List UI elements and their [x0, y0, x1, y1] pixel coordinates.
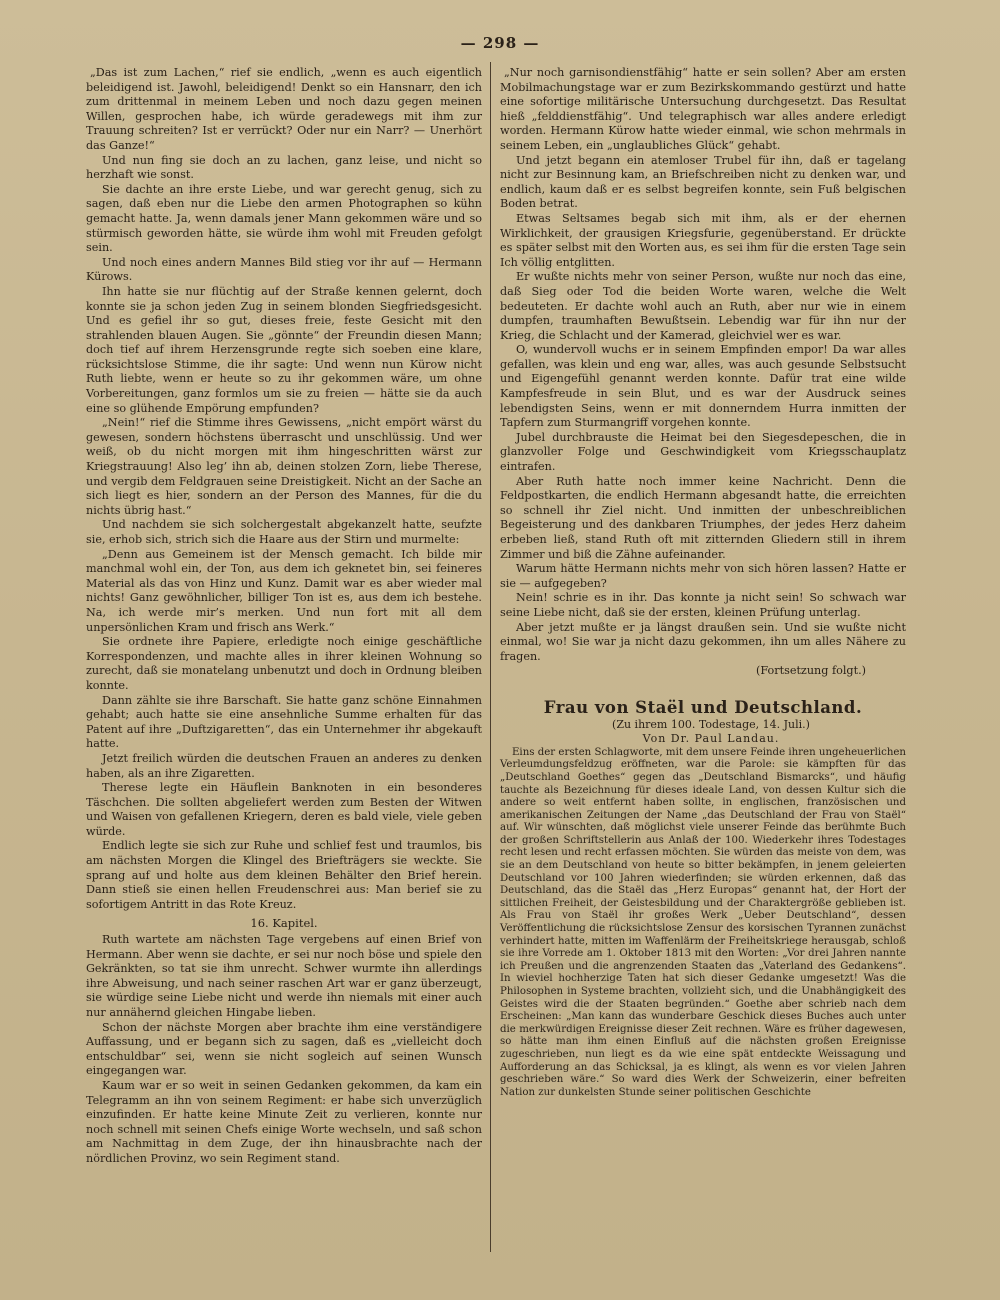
paragraph: Eins der ersten Schlagworte, mit dem unsere Feinde ihren ungeheuerlichen Verleumdungsfeldzug eröffneten, war die Parole: sie kämpften für das „Deutschland Goethes“ gegen das „Deutschland Bismarcks“, und häufig tauchte als Bezeichnung für dieses ideale Land, von dessen Kultur sich die andere so weit entfernt haben sollte, in englischen, französischen und amerikanischen Zeitungen der Name „das Deutschland der Frau von Staël“ auf. Wir wünschten, daß möglichst viele unserer Feinde das berühmte Buch der großen Schriftstellerin aus Anlaß der 100. Wiederkehr ihres Todestages recht lesen und recht erfassen möchten. Sie würden das meiste von dem, was sie an dem Deutschland von heute so bitter bekämpfen, in jenem geleierten Deutschland vor 100 Jahren wiederfinden; sie würden erkennen, daß das Deutschland, das die Staël das „Herz Europas“ genannt hat, der Hort der sittlichen Freiheit, der Geistesbildung und der Charaktergröße geblieben ist. Als Frau von Staël ihr großes Werk „Ueber Deutschland“, dessen Veröffentlichung die rücksichtslose Zensur des korsischen Tyrannen zunächst verhindert hatte, mitten im Waffenlärm der Freiheitskriege herausgab, schloß sie ihre Vorrede am 1. Oktober 1813 mit den Worten: „Vor drei Jahren nannte ich Preußen und die angrenzenden Staaten das „Vaterland des Gedankens“. In wieviel hochherzige Taten hat sich dieser Gedanke umgesetzt! Was die Philosophen in Systeme brachten, vollzieht sich, und die Unabhängigkeit des Geistes wird die der Staaten begründen.“ Goethe aber schrieb nach dem Erscheinen: „Man kann das wunderbare Geschick dieses Buches auch unter die merkwürdigen Ereignisse dieser Zeit rechnen. Wäre es früher dagewesen, so hätte man ihm einen Einfluß auf die nächsten großen Ereignisse zugeschrieben, nun liegt es da wie eine spät entdeckte Weissagung und Aufforderung an das Schicksal, ja es klingt, als wenn es vor vielen Jahren geschrieben wäre.“ So ward dies Werk der Schweizerin, einer befreiten Nation zur dunkelsten Stunde seiner politischen Geschichte — [500, 746, 906, 1098]
paragraph: Ruth wartete am nächsten Tage vergebens auf einen Brief von Hermann. Aber wenn sie dachte, er sei nur noch böse und spiele den Gekränkten, so tat sie ihm unrecht. Schwer wurmte ihn allerdings ihre Abweisung, und nach seiner raschen Art war er ganz überzeugt, sie würdige seine Liebe nicht und werde ihn niemals mit einer auch nur annähernd gleichen Hingabe lieben. — [86, 933, 482, 1019]
paragraph: Und nachdem sie sich solchergestalt abgekanzelt hatte, seufzte sie, erhob sich, strich sich die Haare aus der Stirn und murmelte: — [86, 518, 482, 546]
paragraph: O, wundervoll wuchs er in seinem Empfinden empor! Da war alles gefallen, was klein und eng war, alles, was auch gesunde Selbstsucht und Eigengefühl genannt werden konnte. Dafür trat eine wilde Kampfesfreude in sein Blut, und es war der Ausdruck seines lebendigsten Seins, wenn er mit donnerndem Hurra inmitten der Tapfern zum Sturmangriff vorgehen konnte. — [500, 343, 906, 430]
paragraph: „Nein!“ rief die Stimme ihres Gewissens, „nicht empört wärst du gewesen, sondern höchstens überrascht und unschlüssig. Und wer weiß, ob du nicht morgen mit ihm hingeschritten wärst zur Kriegstrauung! Also leg’ ihn ab, deinen stolzen Zorn, liebe Therese, und vergib dem Feldgrauen seine Dreistigkeit. Nicht an der Sache an sich liegt es hier, sondern an der Person des Mannes, für die du nichts übrig hast.“ — [86, 416, 482, 517]
paragraph: Sie ordnete ihre Papiere, erledigte noch einige geschäftliche Korrespondenzen, und machte alles in ihrer kleinen Wohnung so zurecht, daß sie monatelang unbenutzt und doch in Ordnung bleiben konnte. — [86, 635, 482, 692]
continued-note: (Fortsetzung folgt.) — [755, 664, 866, 678]
article-title: Frau von Staël und Deutschland. — [543, 697, 863, 717]
paragraph: Therese legte ein Häuflein Banknoten in ein besonderes Täschchen. Die sollten abgeliefert werden zum Besten der Witwen und Waisen von gefallenen Kriegern, deren es bald viele, viele geben würde. — [86, 781, 482, 838]
chapter-heading: 16. Kapitel. — [250, 916, 318, 931]
paragraph: Und jetzt begann ein atemloser Trubel für ihn, daß er tagelang nicht zur Besinnung kam, an Briefschreiben nicht zu denken war, und endlich, kaum daß er es selbst begreifen konnte, sein Fuß belgischen Boden betrat. — [500, 153, 906, 211]
paragraph: Ihn hatte sie nur flüchtig auf der Straße kennen gelernt, doch konnte sie ja schon jeden Zug in seinem blonden Siegfriedsgesicht. Und es gefiel ihr so gut, dieses freie, feste Gesicht mit den strahlenden blauen Augen. Sie „gönnte“ der Freundin diesen Mann; doch tief auf ihrem Herzensgrunde regte sich soeben eine klare, rücksichtslose Stimme, die ihr sagte: Und wenn nun Kürow nicht Ruth liebte, wenn er heute so zu ihr gekommen wäre, um ohne Vorbereitungen, ganz formlos um sie zu freien — hätte sie da auch eine so glühende Empörung empfunden? — [86, 284, 482, 415]
paragraph: Und noch eines andern Mannes Bild stieg vor ihr auf — Hermann Kürows. — [86, 255, 482, 284]
paragraph: „Denn aus Gemeinem ist der Mensch gemacht. Ich bilde mir manchmal wohl ein, der Ton, aus dem ich geknetet bin, sei feineres Material als das von Hinz und Kunz. Damit war es aber wieder mal nichts! Ganz gewöhnlicher, billiger Ton ist es, aus dem ich bestehe. Na, ich werde mir’s merken. Und nun fort mit all dem unpersönlichen Kram und frisch ans Werk.“ — [86, 547, 482, 634]
paragraph: Nein! schrie es in ihr. Das konnte ja nicht sein! So schwach war seine Liebe nicht, daß sie der ersten, kleinen Prüfung unterlag. — [500, 591, 906, 619]
paragraph: Jubel durchbrauste die Heimat bei den Siegesdepeschen, die in glanzvoller Folge und Geschwindigkeit vom Kriegsschauplatz eintrafen. — [500, 430, 906, 474]
column-divider — [490, 62, 491, 1252]
paragraph: Aber jetzt mußte er ja längst draußen sein. Und sie wußte nicht einmal, wo! Sie war ja nicht dazu gekommen, ihn um alles Nähere zu fragen. — [500, 620, 906, 663]
paragraph: „Das ist zum Lachen,“ rief sie endlich, „wenn es auch eigentlich beleidigend ist. Jawohl, beleidigend! Denkt so ein Hansnarr, den ich zum drittenmal in meinem Leben und noch dazu gegen meinen Willen, gesprochen habe, ich würde geradewegs mit ihm zur Trauung schreiten? Ist er verrückt? Oder nur ein Narr? — Unerhört das Ganze!“ — [86, 66, 482, 152]
paragraph: Schon der nächste Morgen aber brachte ihm eine verständigere Auffassung, und er begann sich zu sagen, daß es „vielleicht doch entschuldbar“ sei, wenn sie nicht sogleich auf seinen Wunsch eingegangen war. — [86, 1020, 482, 1078]
left-column — [86, 66, 482, 1167]
paragraph: Etwas Seltsames begab sich mit ihm, als er der ehernen Wirklichkeit, der grausigen Kriegsfurie, gegenüberstand. Er drückte es später selbst mit den Worten aus, es sei ihm für die ersten Tage sein Ich völlig entglitten. — [500, 211, 906, 269]
page-number: — 298 — — [460, 34, 540, 52]
right-column — [500, 66, 906, 1099]
paragraph: Sie dachte an ihre erste Liebe, und war gerecht genug, sich zu sagen, daß eben nur die Liebe den armen Photographen so kühn gemacht hatte. Ja, wenn damals jener Mann gekommen wäre und so stürmisch geworden hätte, sie würde ihm wohl mit Freuden gefolgt sein. — [86, 182, 482, 255]
article-body — [500, 747, 906, 1100]
paragraph: Er wußte nichts mehr von seiner Person, wußte nur noch das eine, daß Sieg oder Tod die beiden Worte waren, welche die Welt bedeuteten. Er dachte wohl auch an Ruth, aber nur wie in einem dumpfen, traumhaften Bewußtsein. Lebendig war für ihn nur der Krieg, die Schlacht und der Kamerad, gleichviel wer es war. — [500, 270, 906, 342]
article-subtitle: (Zu ihrem 100. Todestage, 14. Juli.) — [612, 717, 810, 731]
article-author: Von Dr. Paul Landau. — [642, 732, 780, 746]
paragraph: Aber Ruth hatte noch immer keine Nachricht. Denn die Feldpostkarten, die endlich Hermann abgesandt hatte, die erreichten so schnell ihr Ziel nicht. Und inmitten der unbeschreiblichen Begeisterung und des dankbaren Triumphes, der jedes Herz daheim erbeben ließ, stand Ruth oft mit zitternden Gliedern still in ihrem Zimmer und biß die Zähne aufeinander. — [500, 474, 906, 561]
paragraph: Warum hätte Hermann nichts mehr von sich hören lassen? Hatte er sie — aufgegeben? — [500, 562, 906, 590]
paragraph: Endlich legte sie sich zur Ruhe und schlief fest und traumlos, bis am nächsten Morgen die Klingel des Briefträgers sie weckte. Sie sprang auf und holte aus dem kleinen Behälter den Brief herein. Dann stieß sie einen hellen Freudenschrei aus: Man berief sie zu sofortigem Antritt in das Rote Kreuz. — [86, 839, 482, 911]
paragraph: Kaum war er so weit in seinen Gedanken gekommen, da kam ein Telegramm an ihn von seinem Regiment: er habe sich unverzüglich einzufinden. Er hatte keine Minute Zeit zu verlieren, konnte nur noch schnell mit seinen Chefs einige Worte wechseln, und saß schon am Nachmittag in dem Zuge, der ihn hinausbrachte nach der nördlichen Provinz, wo sein Regiment stand. — [86, 1078, 482, 1165]
paragraph: Dann zählte sie ihre Barschaft. Sie hatte ganz schöne Einnahmen gehabt; auch hatte sie eine ansehnliche Summe erhalten für das Patent auf ihre „Duftzigaretten“, das ein Unternehmer ihr abgekauft hatte. — [86, 693, 482, 751]
paragraph: Und nun fing sie doch an zu lachen, ganz leise, und nicht so herzhaft wie sonst. — [86, 153, 482, 182]
paragraph: „Nur noch garnisondienstfähig“ hatte er sein sollen? Aber am ersten Mobilmachungstage war er zum Bezirkskommando gestürzt und hatte eine sofortige militärische Untersuchung durchgesetzt. Das Resultat hieß „felddienstfähig“. Und telegraphisch war alles andere erledigt worden. Hermann Kürow hatte wieder einmal, wie schon mehrmals in seinem Leben, ein „unglaubliches Glück“ gehabt. — [500, 66, 906, 152]
paragraph: Jetzt freilich würden die deutschen Frauen an anderes zu denken haben, als an ihre Zigaretten. — [86, 751, 482, 780]
